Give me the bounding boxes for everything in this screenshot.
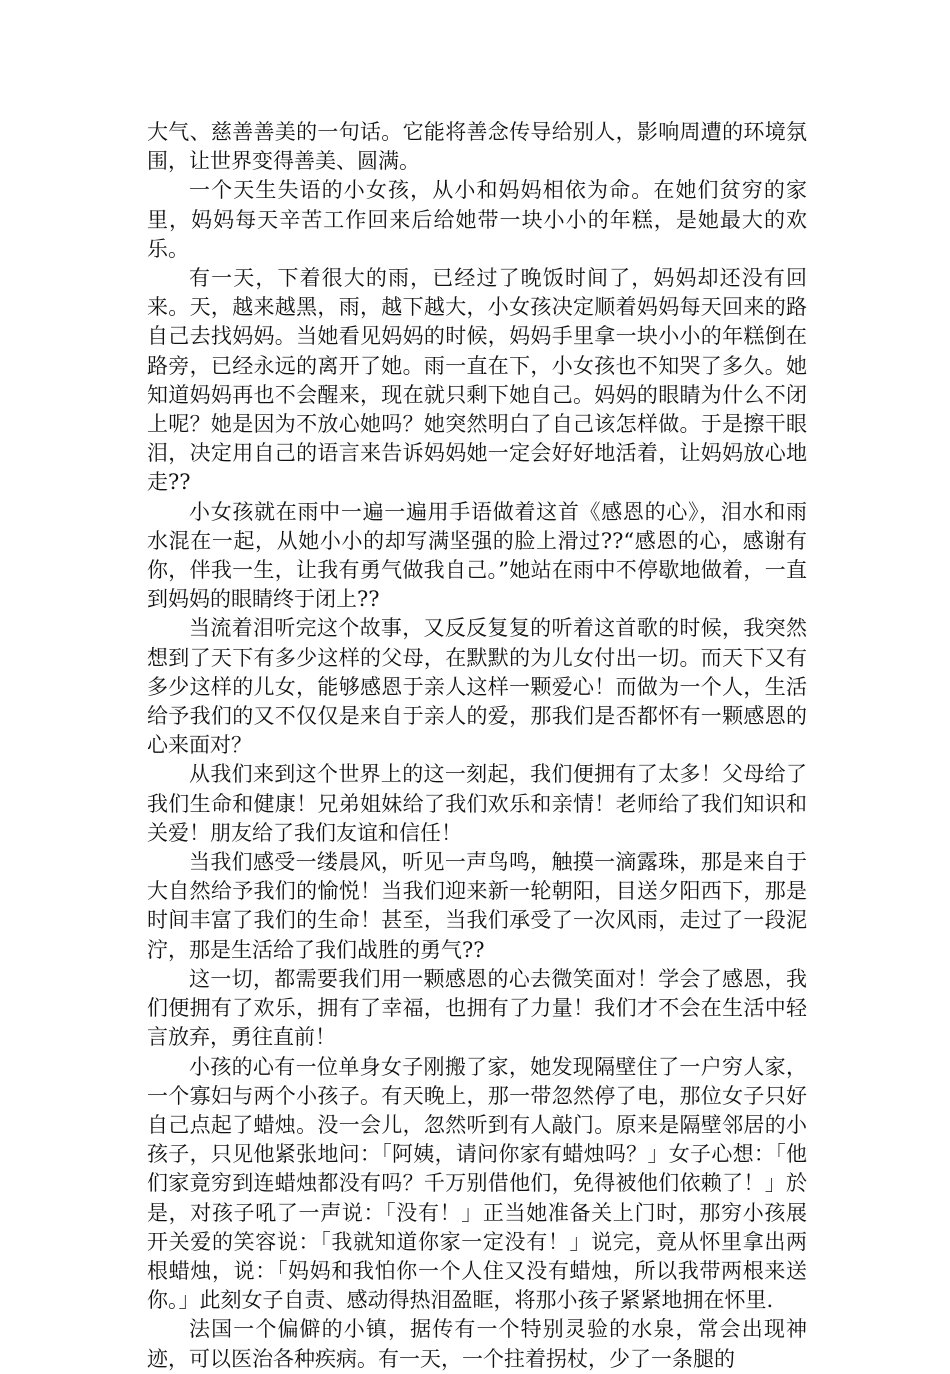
paragraph-reflection-parents: 当流着泪听完这个故事，又反反复复的听着这首歌的时候，我突然想到了天下有多少这样的父母，在默默的为儿女付出一切。而天下又有多少这样的儿女，能够感恩于亲人这样一颗爱心！而做为一个人，生活给予我们的又不仅仅是来自于亲人的爱，那我们是否都怀有一颗感恩的心来面对？ <box>147 616 807 758</box>
paragraph-candle-story: 小孩的心有一位单身女子刚搬了家，她发现隔壁住了一户穷人家，一个寡妇与两个小孩子。有天晚上，那一带忽然停了电，那位女子只好自己点起了蜡烛。没一会儿，忽然听到有人敲门。原来是隔壁邻居的小孩子，只见他紧张地问：「阿姨，请问你家有蜡烛吗？」女子心想：「他们家竟穷到连蜡烛都没有吗？千万别借他们，免得被他们依赖了！」於是，对孩子吼了一声说：「没有！」正当她准备关上门时，那穷小孩展开关爱的笑容说：「我就知道你家一定没有！」说完，竟从怀里拿出两根蜡烛，说：「妈妈和我怕你一个人住又没有蜡烛，所以我带两根来送你。」此刻女子自责、感动得热泪盈眶，将那小孩子紧紧地拥在怀里. <box>147 1054 807 1313</box>
paragraph-nature-and-time: 当我们感受一缕晨风，听见一声鸟鸣，触摸一滴露珠，那是来自于大自然给予我们的愉悦！当我们迎来新一轮朝阳，目送夕阳西下，那是时间丰富了我们的生命！甚至，当我们承受了一次风雨，走过了一段泥泞，那是生活给了我们战胜的勇气?? <box>147 850 807 962</box>
paragraph-mute-girl-intro: 一个天生失语的小女孩，从小和妈妈相依为命。在她们贫穷的家里，妈妈每天辛苦工作回来后给她带一块小小的年糕，是她最大的欢乐。 <box>147 178 807 261</box>
paragraph-grateful-heart: 这一切，都需要我们用一颗感恩的心去微笑面对！学会了感恩，我们便拥有了欢乐，拥有了幸福，也拥有了力量！我们才不会在生活中轻言放弃，勇往直前！ <box>147 966 807 1050</box>
paragraph-continuation: 大气、慈善善美的一句话。它能将善念传导给别人，影响周遭的环境氛围，让世界变得善美、圆满。 <box>147 120 807 174</box>
paragraph-french-town: 法国一个偏僻的小镇，据传有一个特别灵验的水泉，常会出现神迹，可以医治各种疾病。有一天，一个拄着拐杖，少了一条腿的 <box>147 1317 807 1371</box>
paragraph-rainy-day: 有一天，下着很大的雨，已经过了晚饭时间了，妈妈却还没有回来。天，越来越黑，雨，越下越大，小女孩决定顺着妈妈每天回来的路自己去找妈妈。当她看见妈妈的时候，妈妈手里拿一块小小的年糕倒在路旁，已经永远的离开了她。雨一直在下，小女孩也不知哭了多久。她知道妈妈再也不会醒来，现在就只剩下她自己。妈妈的眼睛为什么不闭上呢？她是因为不放心她吗？她突然明白了自己该怎样做。于是擦干眼泪，决定用自己的语言来告诉妈妈她一定会好好地活着，让妈妈放心地走?? <box>147 266 807 495</box>
document-body <box>147 118 807 1374</box>
paragraph-what-we-have: 从我们来到这个世界上的这一刻起，我们便拥有了太多！父母给了我们生命和健康！兄弟姐妹给了我们欢乐和亲情！老师给了我们知识和关爱！朋友给了我们友谊和信任！ <box>147 762 807 845</box>
paragraph-sign-language-song: 小女孩就在雨中一遍一遍用手语做着这首《感恩的心》，泪水和雨水混在一起，从她小小的却写满坚强的脸上滑过??“感恩的心，感谢有你，伴我一生，让我有勇气做我自己。”她站在雨中不停歇地做着，一直到妈妈的眼睛终于闭上?? <box>147 499 807 612</box>
